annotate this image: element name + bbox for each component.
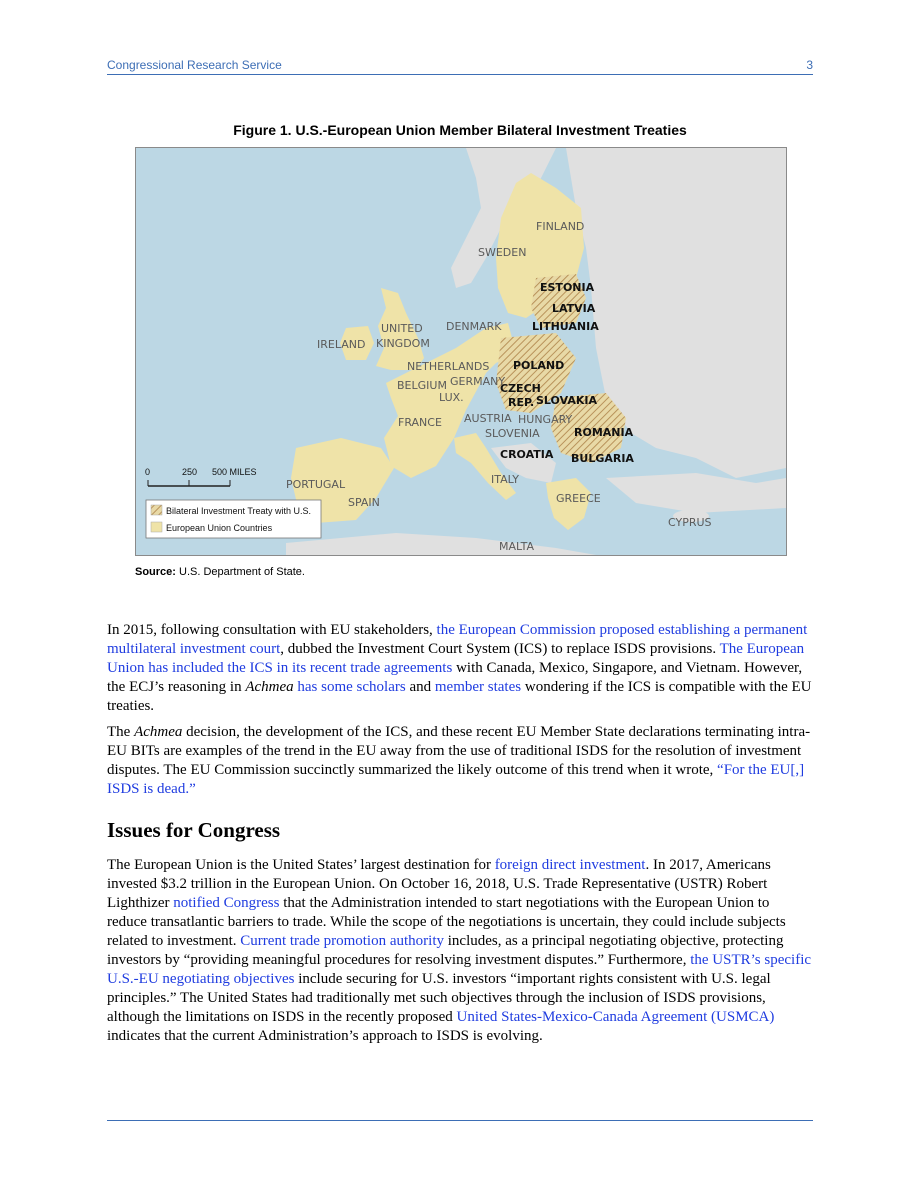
link-some-scholars[interactable]: has some scholars (297, 679, 406, 695)
label-portugal: PORTUGAL (286, 478, 346, 491)
label-france: FRANCE (398, 416, 442, 429)
p1-text-a: In 2015, following consultation with EU stakeholders, (107, 622, 437, 638)
footer-rule (107, 1120, 813, 1121)
p3-text-k: indicates that the current Administration’s approach to ISDS is evolving. (107, 1028, 543, 1044)
label-czech: CZECH (500, 382, 541, 395)
label-united: UNITED (381, 322, 423, 335)
label-bulgaria: BULGARIA (571, 452, 634, 465)
p1-text-k: wondering if the ICS is compatible with the EU treaties. (107, 679, 812, 714)
label-malta: MALTA (499, 540, 535, 553)
p3-text-c: . In 2017, Americans invested $3.2 trillion in the European Union. On October 16, 2018, U.S. Trade Representative (USTR) Robert Lighthizer (107, 857, 771, 911)
label-croatia: CROATIA (500, 448, 554, 461)
link-ustr-objectives[interactable]: the USTR’s specific U.S.-EU negotiating objectives (107, 952, 812, 987)
p1-text-i: and (405, 679, 435, 695)
link-isds-is-dead[interactable]: “For the EU[,] ISDS is dead.” (107, 762, 805, 797)
header-org: Congressional Research Service (107, 58, 282, 72)
paragraph-issues (107, 856, 813, 1046)
section-heading: Issues for Congress (107, 818, 281, 842)
p3-text-i: include securing for U.S. investors “important rights consistent with U.S. legal principles.” The United States had traditionally met such objectives through the inclusion of ISDS provisions, although the limitations on ISDS in the recently proposed (107, 971, 771, 1025)
label-italy: ITALY (491, 473, 520, 486)
label-kingdom: KINGDOM (376, 337, 430, 350)
scale-bar (145, 467, 257, 486)
label-hungary: HUNGARY (518, 413, 573, 426)
scale-0: 0 (145, 467, 151, 477)
link-eu-trade-agreements[interactable]: The European Union has included the ICS in its recent trade agreements (107, 641, 805, 676)
link-notified-congress[interactable]: notified Congress (173, 895, 280, 911)
label-poland: POLAND (513, 359, 565, 372)
label-slovakia: SLOVAKIA (536, 394, 598, 407)
p3-text-g: includes, as a principal negotiating objective, protecting investors by “providing meaningful procedures for resolving investment disputes.” Furthermore, (107, 933, 784, 968)
label-slovenia: SLOVENIA (485, 427, 540, 440)
map-legend (146, 500, 321, 538)
paragraph-ics (107, 621, 813, 716)
label-cyprus: CYPRUS (668, 516, 712, 529)
scale-500: 500 MILES (212, 467, 257, 477)
legend-bit-swatch (151, 505, 162, 515)
label-belgium: BELGIUM (397, 379, 447, 392)
link-commission-proposal[interactable]: the European Commission proposed establishing a permanent multilateral investment court (107, 622, 808, 657)
p3-text-a: The European Union is the United States’ largest destination for (107, 857, 495, 873)
label-sweden: SWEDEN (478, 246, 527, 259)
p3-text-e: that the Administration intended to start negotiations with the European Union to reduce transatlantic barriers to trade. While the scope of the negotiations is uncertain, they could include subjects related to investment. (107, 895, 786, 949)
label-rep: REP. (508, 396, 535, 409)
page-number: 3 (806, 58, 813, 72)
turkey-land (606, 473, 786, 513)
p2-achmea: Achmea (134, 724, 183, 740)
p2-text-a: The (107, 724, 135, 740)
link-member-states[interactable]: member states (434, 679, 522, 695)
label-germany: GERMANY (450, 375, 506, 388)
label-austria: AUSTRIA (464, 412, 512, 425)
label-lithuania: LITHUANIA (532, 320, 599, 333)
map-canvas (136, 148, 786, 555)
link-trade-promotion-authority[interactable]: Current trade promotion authority (240, 933, 444, 949)
scale-250: 250 (182, 467, 198, 477)
figure-title: Figure 1. U.S.-European Union Member Bilateral Investment Treaties (233, 122, 687, 138)
label-romania: ROMANIA (574, 426, 634, 439)
link-usmca[interactable]: United States-Mexico-Canada Agreement (USMCA) (456, 1009, 775, 1025)
label-denmark: DENMARK (446, 320, 502, 333)
legend-eu-swatch (151, 522, 162, 532)
label-finland: FINLAND (536, 220, 585, 233)
label-estonia: ESTONIA (540, 281, 595, 294)
legend-eu-label: European Union Countries (166, 523, 273, 533)
page-header (107, 58, 813, 75)
source-label: Source: (135, 566, 176, 578)
label-latvia: LATVIA (552, 302, 596, 315)
label-greece: GREECE (556, 492, 601, 505)
north-africa-land (286, 533, 596, 555)
label-ireland: IRELAND (317, 338, 366, 351)
p2-text-c: decision, the development of the ICS, and these recent EU Member State declarations terminating intra-EU BITs are examples of the trend in the EU away from the use of traditional ISDS for the resolution of investment disputes. The EU Commission succinctly summarized the likely outcome of this trend when it wrote, (107, 724, 811, 778)
p1-text-c: , dubbed the Investment Court System (ICS) to replace ISDS provisions. (280, 641, 720, 657)
p1-achmea: Achmea (245, 679, 294, 695)
label-lux: LUX. (439, 391, 464, 404)
paragraph-achmea (107, 723, 813, 799)
legend-bit-label: Bilateral Investment Treaty with U.S. (166, 506, 312, 516)
eu-bit-map (135, 147, 787, 556)
label-spain: SPAIN (348, 496, 380, 509)
label-netherlands: NETHERLANDS (407, 360, 490, 373)
p1-text-e: with Canada, Mexico, Singapore, and Vietnam. However, the ECJ’s reasoning in (107, 660, 803, 695)
link-fdi[interactable]: foreign direct investment (494, 857, 646, 873)
source-text: U.S. Department of State. (175, 566, 305, 578)
figure-source (135, 566, 305, 578)
